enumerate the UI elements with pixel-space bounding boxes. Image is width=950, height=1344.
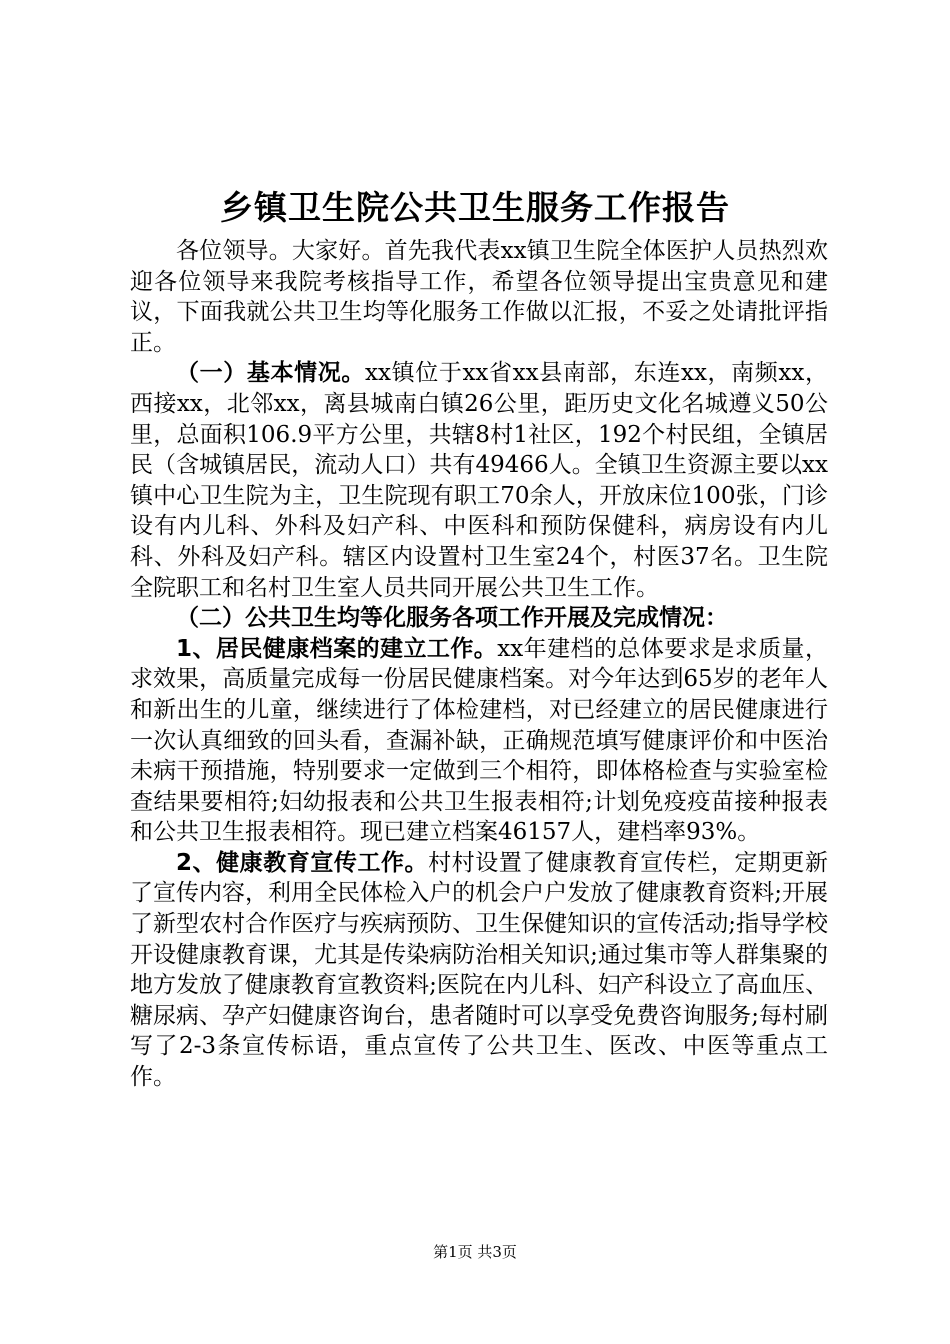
section-heading: （一）基本情况。 — [176, 360, 366, 387]
paragraph-health-records — [130, 634, 828, 848]
document-title: 乡镇卫生院公共卫生服务工作报告 — [220, 188, 730, 227]
paragraph-health-education — [130, 848, 828, 1093]
paragraph-basic-situation — [130, 358, 828, 603]
section-heading: 1、居民健康档案的建立工作。 — [176, 635, 498, 662]
paragraph-text: xx年建档的总体要求是求质量，求效果，高质量完成每一份居民健康档案。对今年达到65岁的老年人和新出生的儿童，继续进行了体检建档，对已经建立的居民健康进行一次认真细致的回头看，查漏补缺，正确规范填写健康评价和中医治未病干预措施，特别要求一定做到三个相符，即体格检查与实验室检查结果要相符;妇幼报表和公共卫生报表相符;计划免疫疫苗接种报表和公共卫生报表相符。现已建立档案46157人，建档率93%。 — [130, 635, 828, 846]
section-heading: 2、健康教育宣传工作。 — [176, 849, 429, 876]
paragraph-services-heading — [130, 603, 828, 634]
paragraph-text: 各位领导。大家好。首先我代表xx镇卫生院全体医护人员热烈欢迎各位领导来我院考核指导工作，希望各位领导提出宝贵意见和建议，下面我就公共卫生均等化服务工作做以汇报，不妥之处请批评指正。 — [130, 238, 828, 356]
paragraph-text: xx镇位于xx省xx县南部，东连xx，南频xx，西接xx，北邻xx，离县城南白镇26公里，距历史文化名城遵义50公里，总面积106.9平方公里，共辖8村1社区，192个村民组，全镇居民（含城镇居民，流动人口）共有49466人。全镇卫生资源主要以xx镇中心卫生院为主，卫生院现有职工70余人，开放床位100张，门诊设有内儿科、外科及妇产科、中医科和预防保健科，病房设有内儿科、外科及妇产科。辖区内设置村卫生室24个，村医37名。卫生院全院职工和名村卫生室人员共同开展公共卫生工作。 — [130, 360, 828, 601]
paragraph-text: 村村设置了健康教育宣传栏，定期更新了宣传内容，利用全民体检入户的机会户户发放了健康教育资料;开展了新型农村合作医疗与疾病预防、卫生保健知识的宣传活动;指导学校开设健康教育课，尤其是传染病防治相关知识;通过集市等人群集聚的地方发放了健康教育宣教资料;医院在内儿科、妇产科设立了高血压、糖尿病、孕产妇健康咨询台，患者随时可以享受免费咨询服务;每村刷写了2-3条宣传标语，重点宣传了公共卫生、医改、中医等重点工作。 — [130, 849, 828, 1091]
paragraph-greeting — [130, 236, 828, 358]
document-body — [130, 236, 828, 1093]
section-heading: （二）公共卫生均等化服务各项工作开展及完成情况： — [176, 605, 728, 632]
page-number: 第1页 共3页 — [433, 1243, 517, 1261]
